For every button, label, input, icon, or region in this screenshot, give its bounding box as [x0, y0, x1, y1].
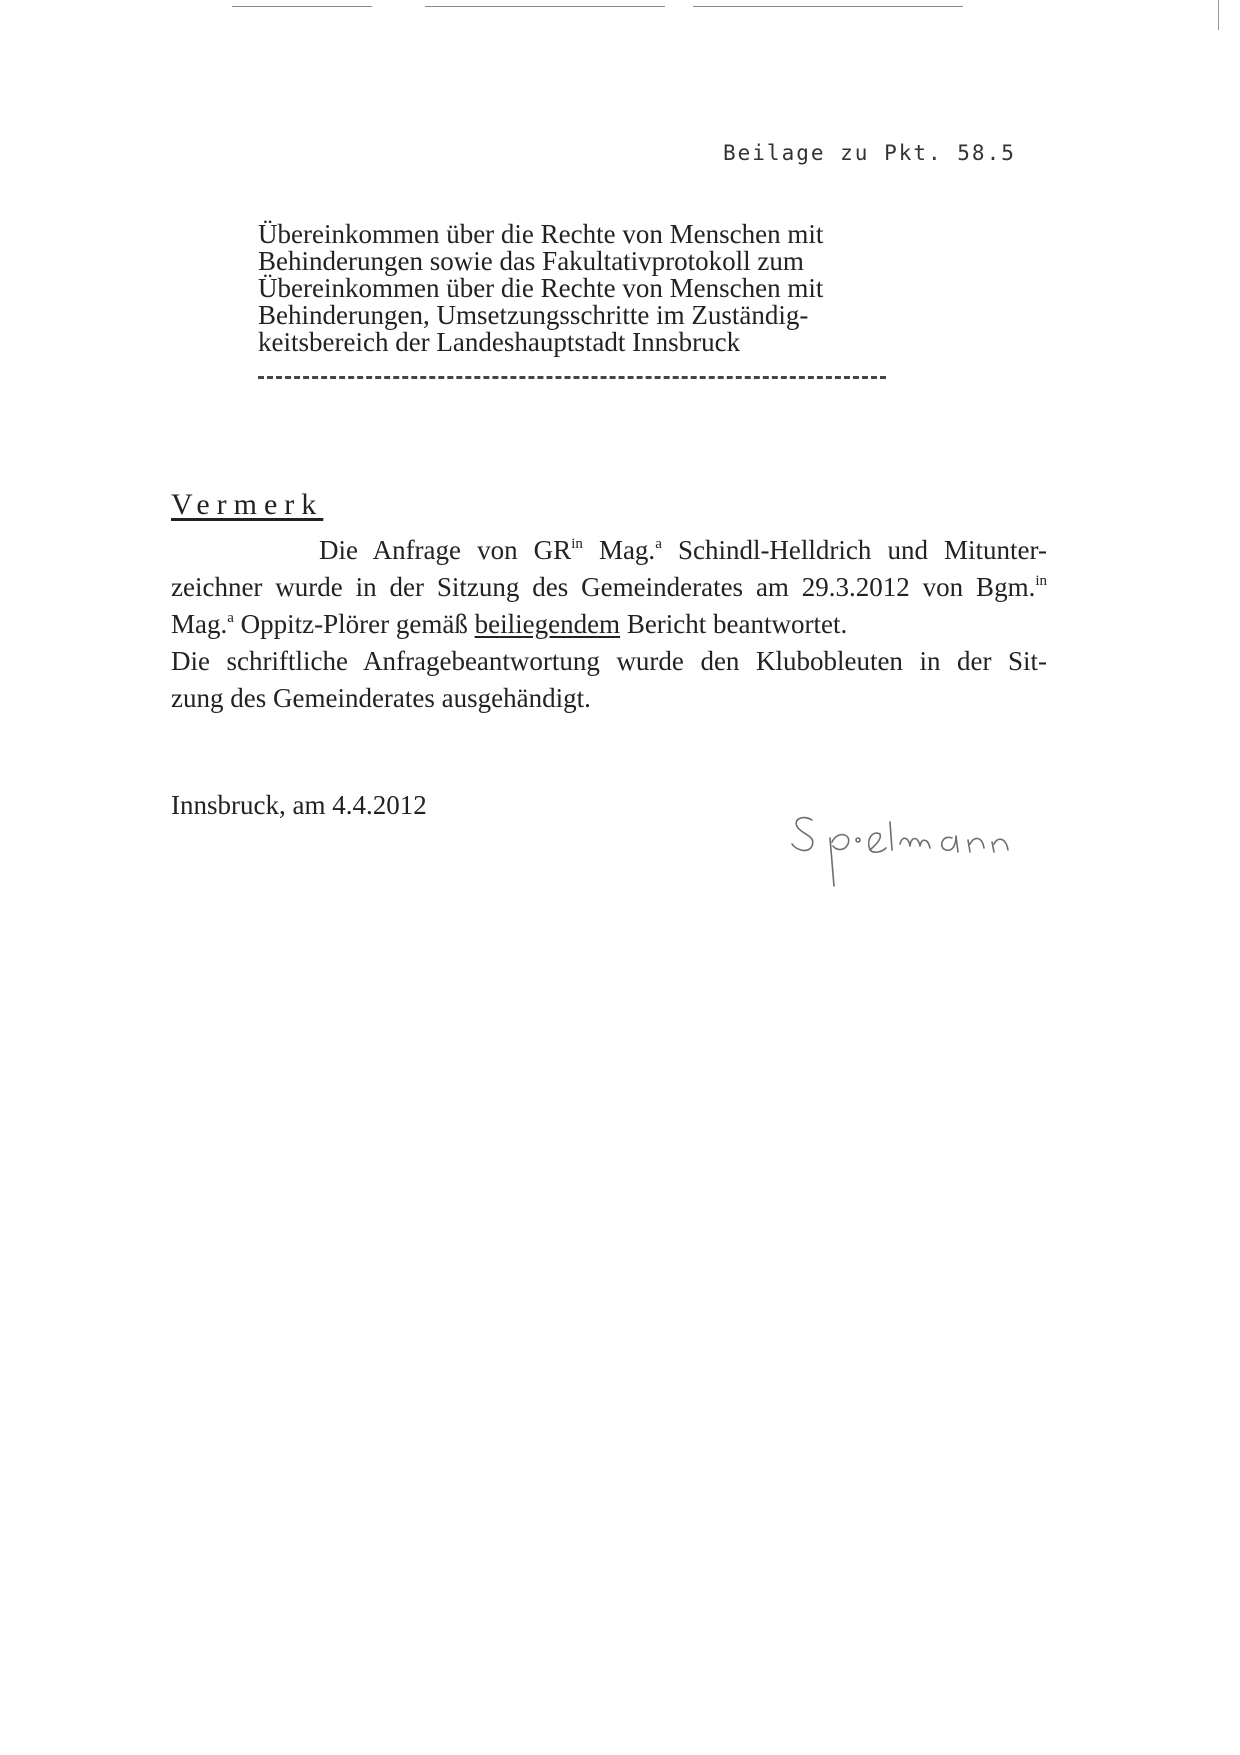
- dashed-separator: [258, 376, 886, 379]
- note-line-2: zeichner wurde in der Sitzung des Gemeinderates am 29.3.2012 von Bgm.$^{in}$: [171, 572, 1047, 602]
- scan-artifact-line: [425, 6, 665, 7]
- place-and-date: Innsbruck, am 4.4.2012: [171, 790, 427, 820]
- title-line: Übereinkommen über die Rechte von Menschen mit: [258, 219, 824, 249]
- document-title: [258, 221, 898, 356]
- title-line: keitsbereich der Landeshauptstadt Innsbruck: [258, 327, 741, 357]
- scan-artifact-edge: [1218, 0, 1219, 30]
- note-line-5: zung des Gemeinderates ausgehändigt.: [171, 683, 591, 713]
- title-line: Übereinkommen über die Rechte von Menschen mit: [258, 273, 824, 303]
- handwritten-signature: [790, 800, 1070, 890]
- title-line: Behinderungen, Umsetzungsschritte im Zuständig-: [258, 300, 809, 330]
- note-line-4: Die schriftliche Anfragebeantwortung wurde den Klubobleuten in der Sit-: [171, 646, 1047, 676]
- scan-artifact-line: [232, 6, 372, 7]
- underlined-word: beiliegendem: [474, 609, 621, 639]
- title-line: Behinderungen sowie das Fakultativprotokoll zum: [258, 246, 804, 276]
- note-line-1: Die Anfrage von $GR^{in}$ Mag.$^a$ Schindl-Helldrich und Mitunter-: [319, 535, 1047, 565]
- note-heading: Vermerk: [171, 488, 324, 521]
- note-line-3: Mag.$^a$ Oppitz-Plörer gemäß beiliegendem Bericht beantwortet.: [171, 609, 848, 639]
- scan-artifact-line: [693, 6, 963, 7]
- note-body: [171, 532, 1047, 717]
- enclosure-reference: Beilage zu Pkt. 58.5: [723, 141, 1016, 165]
